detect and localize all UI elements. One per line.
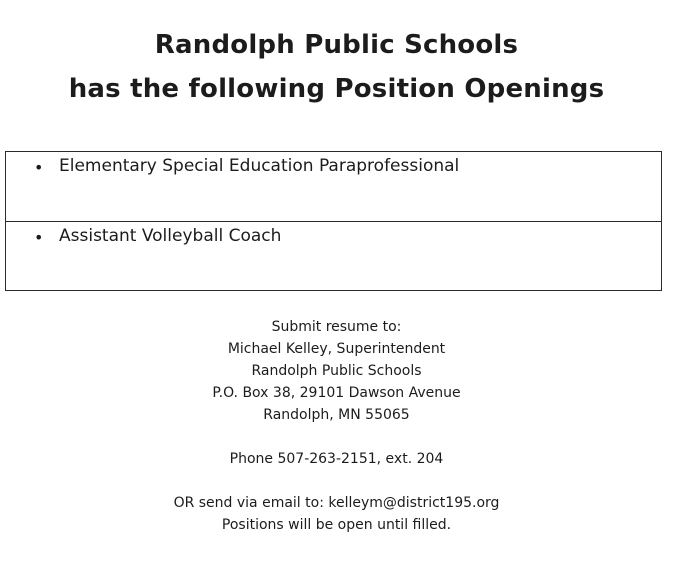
submit-intro: Submit resume to: xyxy=(271,319,402,335)
submit-info xyxy=(0,316,673,426)
opening-row xyxy=(6,152,661,221)
page-title: Randolph Public Schools xyxy=(154,30,519,60)
organization-name: Randolph Public Schools xyxy=(251,363,422,379)
bullet-icon: • xyxy=(34,158,44,177)
phone-info xyxy=(0,448,673,470)
opening-title: Elementary Special Education Paraprofessional xyxy=(59,156,460,176)
mailing-address: P.O. Box 38, 29101 Dawson Avenue xyxy=(212,385,461,401)
closing-note: Positions will be open until filled. xyxy=(221,517,452,533)
bullet-icon: • xyxy=(34,228,44,247)
email-line: OR send via email to: kelleym@district195.org xyxy=(173,495,500,511)
opening-row xyxy=(6,221,661,290)
city-state-zip: Randolph, MN 55065 xyxy=(263,407,410,423)
contact-name: Michael Kelley, Superintendent xyxy=(227,341,446,357)
email-info xyxy=(0,492,673,536)
openings-table xyxy=(5,151,662,291)
opening-title: Assistant Volleyball Coach xyxy=(59,226,282,246)
page-subtitle: has the following Position Openings xyxy=(68,74,605,104)
phone-number: Phone 507-263-2151, ext. 204 xyxy=(229,451,444,467)
